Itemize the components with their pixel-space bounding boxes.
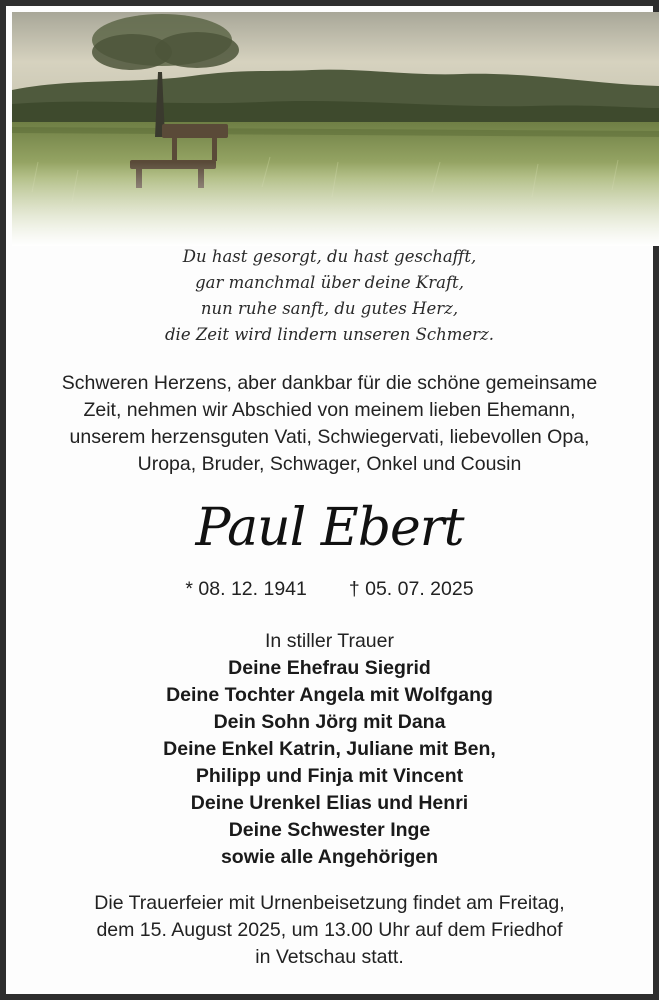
mourner-line: Deine Enkel Katrin, Juliane mit Ben,	[163, 738, 496, 760]
birth-date: * 08. 12. 1941	[185, 578, 307, 600]
mourner-line: Deine Tochter Angela mit Wolfgang	[166, 684, 493, 706]
poem-line: Du hast gesorgt, du hast geschafft,	[182, 247, 477, 266]
poem-line: die Zeit wird lindern unseren Schmerz.	[164, 325, 494, 344]
funeral-line: dem 15. August 2025, um 13.00 Uhr auf dem Friedhof	[96, 919, 563, 941]
landscape-bench-illustration	[12, 12, 659, 246]
mourners-list	[0, 655, 659, 871]
deceased-name: Paul Ebert	[195, 498, 464, 558]
mourner-line: sowie alle Angehörigen	[220, 846, 439, 868]
mourner-line: Dein Sohn Jörg mit Dana	[213, 711, 446, 733]
mourner-line: Deine Ehefrau Siegrid	[228, 657, 431, 679]
death-date: † 05. 07. 2025	[348, 578, 474, 600]
farewell-line: Uropa, Bruder, Schwager, Onkel und Cousin	[137, 453, 522, 475]
funeral-line: Die Trauerfeier mit Urnenbeisetzung findet am Freitag,	[94, 892, 565, 914]
farewell-line: Zeit, nehmen wir Abschied von meinem lieben Ehemann,	[83, 399, 576, 421]
poem-line: gar manchmal über deine Kraft,	[195, 273, 464, 292]
farewell-line: unserem herzensguten Vati, Schwiegervati, liebevollen Opa,	[69, 426, 590, 448]
landscape-photo	[12, 12, 659, 246]
mourner-line: Philipp und Finja mit Vincent	[195, 765, 464, 787]
life-dates	[0, 576, 659, 602]
funeral-line: in Vetschau statt.	[255, 946, 404, 968]
memorial-poem	[0, 244, 659, 348]
mourner-line: Deine Schwester Inge	[228, 819, 431, 841]
poem-line: nun ruhe sanft, du gutes Herz,	[200, 299, 459, 318]
mourners-intro: In stiller Trauer	[265, 630, 394, 652]
farewell-line: Schweren Herzens, aber dankbar für die schöne gemeinsame	[61, 372, 598, 394]
mourner-line: Deine Urenkel Elias und Henri	[190, 792, 469, 814]
funeral-details	[0, 890, 659, 971]
farewell-text	[0, 370, 659, 478]
